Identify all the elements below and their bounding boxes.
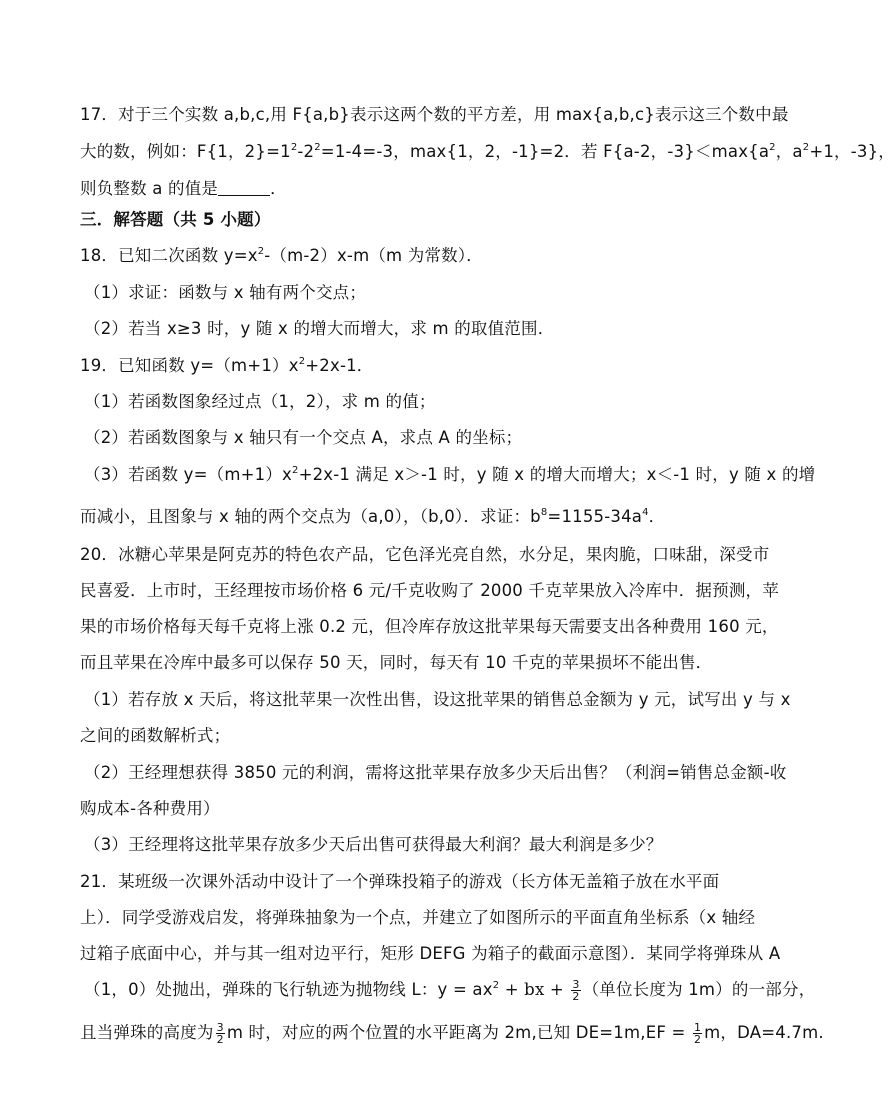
q20-part-2: （2）王经理想获得 3850 元的利润，需将这批苹果存放多少天后出售？（利润=销售总金额-收 bbox=[84, 763, 787, 782]
section-heading: 三．解答题（共 5 小题） bbox=[80, 210, 271, 229]
q20-part-2-line-2: 购成本-各种费用） bbox=[80, 799, 220, 818]
q17-line-3: 则负整数 a 的值是 ． bbox=[80, 179, 287, 198]
q21-line-3: 过箱子底面中心，并与其一组对边平行，矩形 DEFG 为箱子的截面示意图）．某同学将弹珠从 A bbox=[80, 944, 781, 963]
q20-part-1: （1）若存放 x 天后，将这批苹果一次性出售，设这批苹果的销售总金额为 y 元，试写出 y 与 x bbox=[84, 690, 791, 709]
answer-blank bbox=[218, 179, 270, 196]
q18-part-2: （2）若当 x≥3 时，y 随 x 的增大而增大，求 m 的取值范围． bbox=[84, 319, 555, 338]
q20-part-1-line-2: 之间的函数解析式； bbox=[80, 726, 231, 745]
q19-title: 19．已知函数 $y=(m+1)x^2+2x-1$． bbox=[80, 356, 374, 375]
fraction-three-halves: $\frac{3}{2}$ bbox=[216, 1021, 224, 1046]
fraction-three-halves: $\frac{3}{2}$ bbox=[572, 978, 580, 1003]
q20-line-1: 20．冰糖心苹果是阿克苏的特色农产品，它色泽光亮自然，水分足，果肉脆，口味甜，深受市 bbox=[80, 545, 770, 564]
q19-part-3: （3）若函数 $y=(m+1)x^2+2x-1$ 满足 x＞-1 时，y 随 x 的增大而增大；x＜-1 时，y 随 x 的增 bbox=[84, 465, 816, 484]
q19-part-2: （2）若函数图象与 x 轴只有一个交点 A，求点 A 的坐标； bbox=[84, 428, 523, 447]
q17-line-1: 17．对于三个实数 a,b,c,用 F{a,b}表示这两个数的平方差，用 max{a,b,c}表示这三个数中最 bbox=[80, 105, 789, 124]
q21-line-2: 上）．同学受游戏启发，将弹珠抽象为一个点，并建立了如图所示的平面直角坐标系（x 轴经 bbox=[80, 908, 756, 927]
q21-line-4: （1，0）处抛出，弹珠的飞行轨迹为抛物线 L：$y = ax^2$ + bx + $\frac{3}{2}$ （单位长度为 1m）的一部分， bbox=[84, 978, 816, 1003]
q18-title: 18．已知二次函数 $y=x^2-(m-2)x-m(m$ 为常数）． bbox=[80, 246, 484, 265]
fraction-one-half: $\frac{1}{2}$ bbox=[693, 1021, 702, 1046]
q17-line-2: 大的数，例如：F{1，$2\}=1^2-2^2=1-4=-3$，max{1，2，-1}=2．若 F{a-2，$-3\}<\max\{a^2$，$a^2+1$，-3}， bbox=[80, 142, 895, 161]
q21-line-5: 且当弹珠的高度为 $\frac{3}{2}$ m 时，对应的两个位置的水平距离为 2m,已知 DE=1m,EF = $\frac{1}{2}$ m，DA=4.7m. bbox=[80, 1021, 824, 1046]
q19-part-1: （1）若函数图象经过点（1，2），求 m 的值； bbox=[84, 392, 436, 411]
q20-line-4: 而且苹果在冷库中最多可以保存 50 天，同时，每天有 10 千克的苹果损坏不能出售． bbox=[80, 653, 713, 672]
q18-part-1: （1）求证：函数与 x 轴有两个交点； bbox=[84, 283, 367, 302]
q19-part-3-line-2: 而减小，且图象与 x 轴的两个交点为（a,0），（b,0）．求证：$b^8=1155-34a^4$． bbox=[80, 507, 666, 526]
q20-line-2: 民喜爱．上市时，王经理按市场价格 6 元/千克收购了 2000 千克苹果放入冷库中．据预测，苹 bbox=[80, 581, 779, 600]
q20-line-3: 果的市场价格每天每千克将上涨 0.2 元，但冷库存放这批苹果每天需要支出各种费用 160 元， bbox=[80, 617, 779, 636]
q20-part-3: （3）王经理将这批苹果存放多少天后出售可获得最大利润？最大利润是多少？ bbox=[84, 835, 663, 854]
q21-line-1: 21．某班级一次课外活动中设计了一个弹珠投箱子的游戏（长方体无盖箱子放在水平面 bbox=[80, 872, 720, 891]
